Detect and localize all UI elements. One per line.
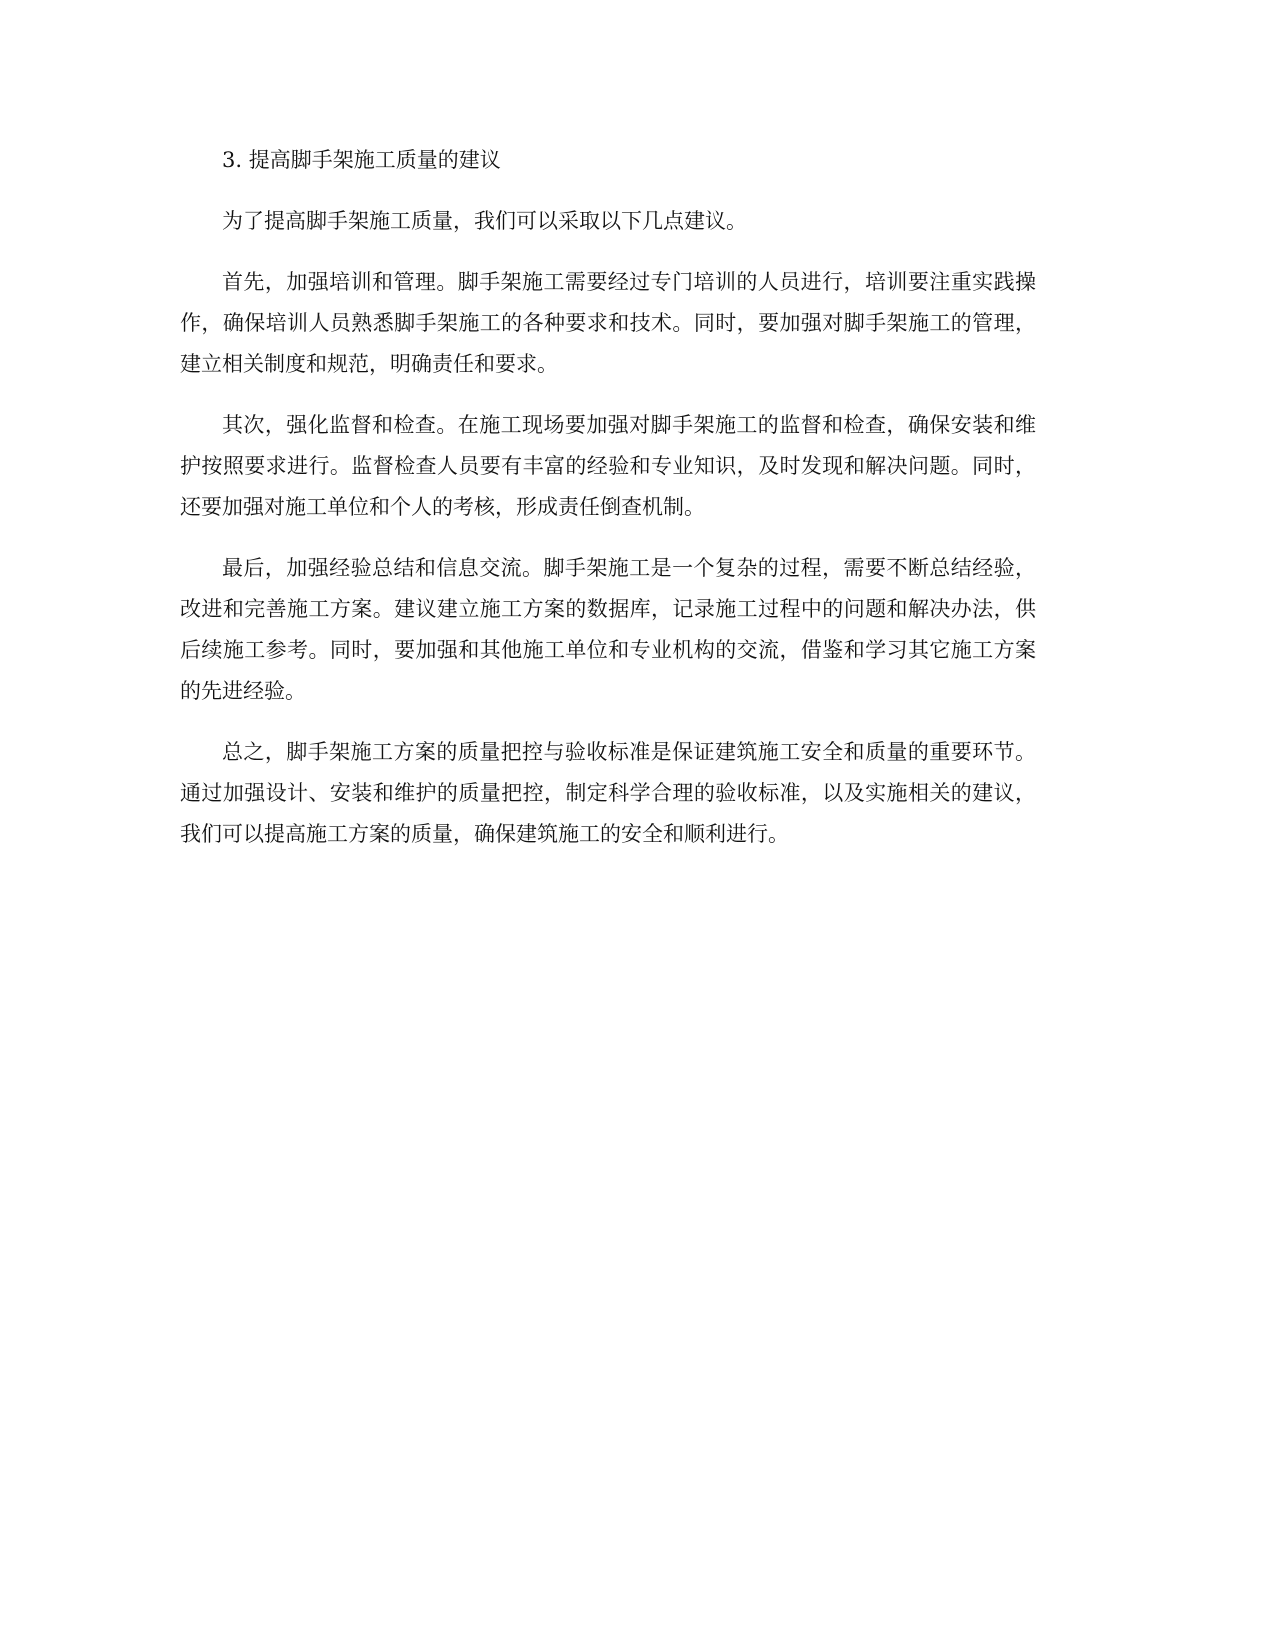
paragraph-conclusion: 总之，脚手架施工方案的质量把控与验收标准是保证建筑施工安全和质量的重要环节。通过加强设计、安装和维护的质量把控，制定科学合理的验收标准，以及实施相关的建议，我们可以提高施工方案的质量，确保建筑施工的安全和顺利进行。 — [180, 740, 1036, 846]
paragraph-supervision: 其次，强化监督和检查。在施工现场要加强对脚手架施工的监督和检查，确保安装和维护按照要求进行。监督检查人员要有丰富的经验和专业知识，及时发现和解决问题。同时，还要加强对施工单位和个人的考核，形成责任倒查机制。 — [180, 413, 1036, 519]
section-heading: 3. 提高脚手架施工质量的建议 — [222, 148, 501, 172]
paragraph-training: 首先，加强培训和管理。脚手架施工需要经过专门培训的人员进行，培训要注重实践操作，确保培训人员熟悉脚手架施工的各种要求和技术。同时，要加强对脚手架施工的管理，建立相关制度和规范，明确责任和要求。 — [180, 270, 1036, 376]
paragraph-intro: 为了提高脚手架施工质量，我们可以采取以下几点建议。 — [222, 209, 747, 233]
paragraph-experience: 最后，加强经验总结和信息交流。脚手架施工是一个复杂的过程，需要不断总结经验，改进和完善施工方案。建议建立施工方案的数据库，记录施工过程中的问题和解决办法，供后续施工参考。同时，要加强和其他施工单位和专业机构的交流，借鉴和学习其它施工方案的先进经验。 — [180, 556, 1036, 703]
document-body — [180, 140, 1036, 875]
